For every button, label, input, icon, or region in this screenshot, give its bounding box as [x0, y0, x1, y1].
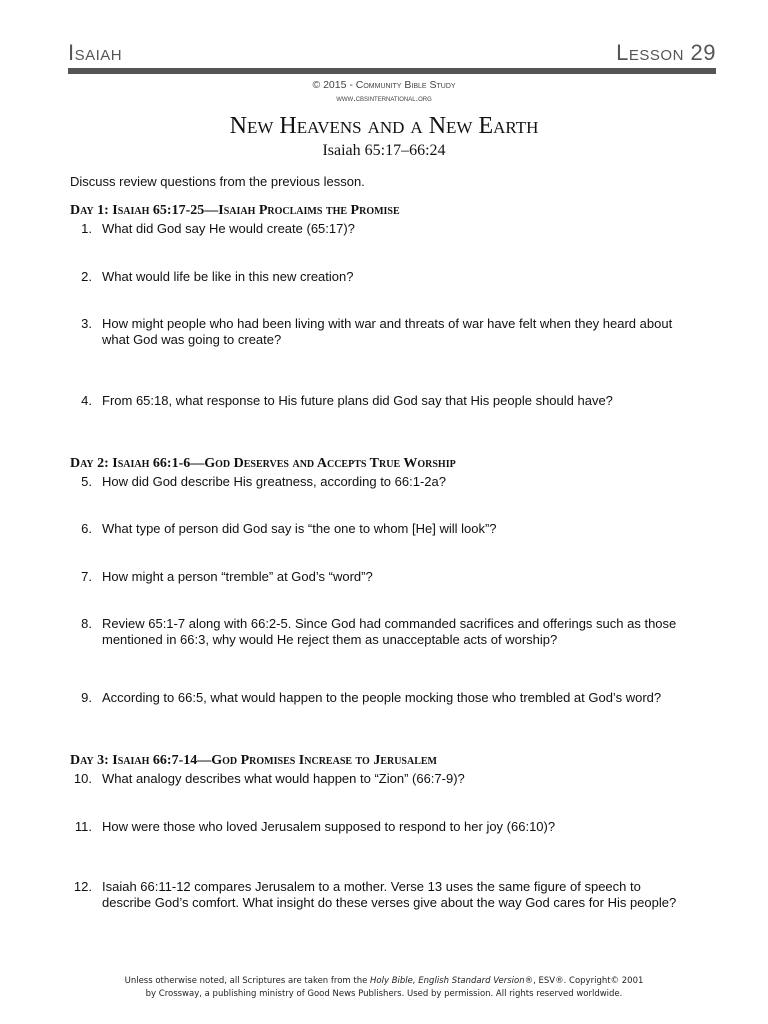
question-number: 5. [81, 474, 92, 489]
day-3-heading: Day 3: Isaiah 66:7-14—God Promises Increase to Jerusalem [70, 753, 437, 768]
lesson-number: Lesson 29 [616, 40, 716, 65]
page-header [68, 40, 716, 66]
copyright-line: © 2015 - Community Bible Study [312, 79, 456, 91]
question-text: What did God say He would create (65:17)? [102, 221, 355, 236]
question-number: 7. [81, 569, 92, 584]
bible-version-name: Holy Bible, English Standard Version [370, 976, 525, 986]
website-line: www.cbsinternational.org [336, 93, 432, 103]
lesson-subtitle: Isaiah 65:17–66:24 [322, 142, 446, 159]
question-number: 8. [81, 616, 92, 631]
question-number: 2. [81, 269, 92, 284]
question-number: 4. [81, 393, 92, 408]
question-text: How might a person “tremble” at God’s “word”? [102, 569, 373, 584]
notice-copyright: ®, ESV®. Copyright© 2001 [524, 976, 644, 986]
question-number: 9. [81, 690, 92, 705]
day-2-heading: Day 2: Isaiah 66:1-6—God Deserves and Accepts True Worship [70, 456, 456, 471]
lesson-title: New Heavens and a New Earth [229, 113, 539, 139]
question-text: According to 66:5, what would happen to the people mocking those who trembled at God’s word? [102, 690, 662, 705]
question-text: What type of person did God say is “the one to whom [He] will look”? [102, 521, 497, 536]
question-text: What would life be like in this new creation? [102, 269, 354, 284]
question-text: How were those who loved Jerusalem supposed to respond to her joy (66:10)? [102, 819, 556, 834]
question-text: What analogy describes what would happen to “Zion” (66:7-9)? [102, 771, 465, 786]
header-rule [68, 68, 716, 74]
scripture-notice-line-1 [0, 975, 768, 988]
question-text: How did God describe His greatness, according to 66:1-2a? [102, 474, 446, 489]
question-text: Isaiah 66:11-12 compares Jerusalem to a mother. Verse 13 uses the same figure of speech to describe God’s comfort. What insight do these verses give about the way God cares for His people? [102, 879, 677, 910]
question-number: 12. [73, 879, 92, 894]
intro-text: Discuss review questions from the previous lesson. [70, 174, 365, 189]
scripture-notice-line-2: by Crossway, a publishing ministry of Good News Publishers. Used by permission. All rights reserved worldwide. [145, 989, 623, 999]
scripture-notice [0, 975, 768, 1001]
question-number: 6. [81, 521, 92, 536]
question-text: How might people who had been living with war and threats of war have felt when they heard about what God was going to create? [102, 316, 673, 347]
question-number: 1. [81, 221, 92, 236]
day-1-heading: Day 1: Isaiah 65:17-25—Isaiah Proclaims the Promise [70, 203, 400, 218]
question-text: Review 65:1-7 along with 66:2-5. Since God had commanded sacrifices and offerings such as those mentioned in 66:3, why would He reject them as unacceptable acts of worship? [102, 616, 677, 647]
book-name: Isaiah [68, 40, 123, 65]
question-number: 11. [74, 819, 92, 834]
question-number: 10. [73, 771, 92, 786]
question-text: From 65:18, what response to His future plans did God say that His people should have? [102, 393, 613, 408]
notice-prefix: Unless otherwise noted, all Scriptures are taken from the [124, 976, 371, 986]
question-number: 3. [81, 316, 92, 331]
